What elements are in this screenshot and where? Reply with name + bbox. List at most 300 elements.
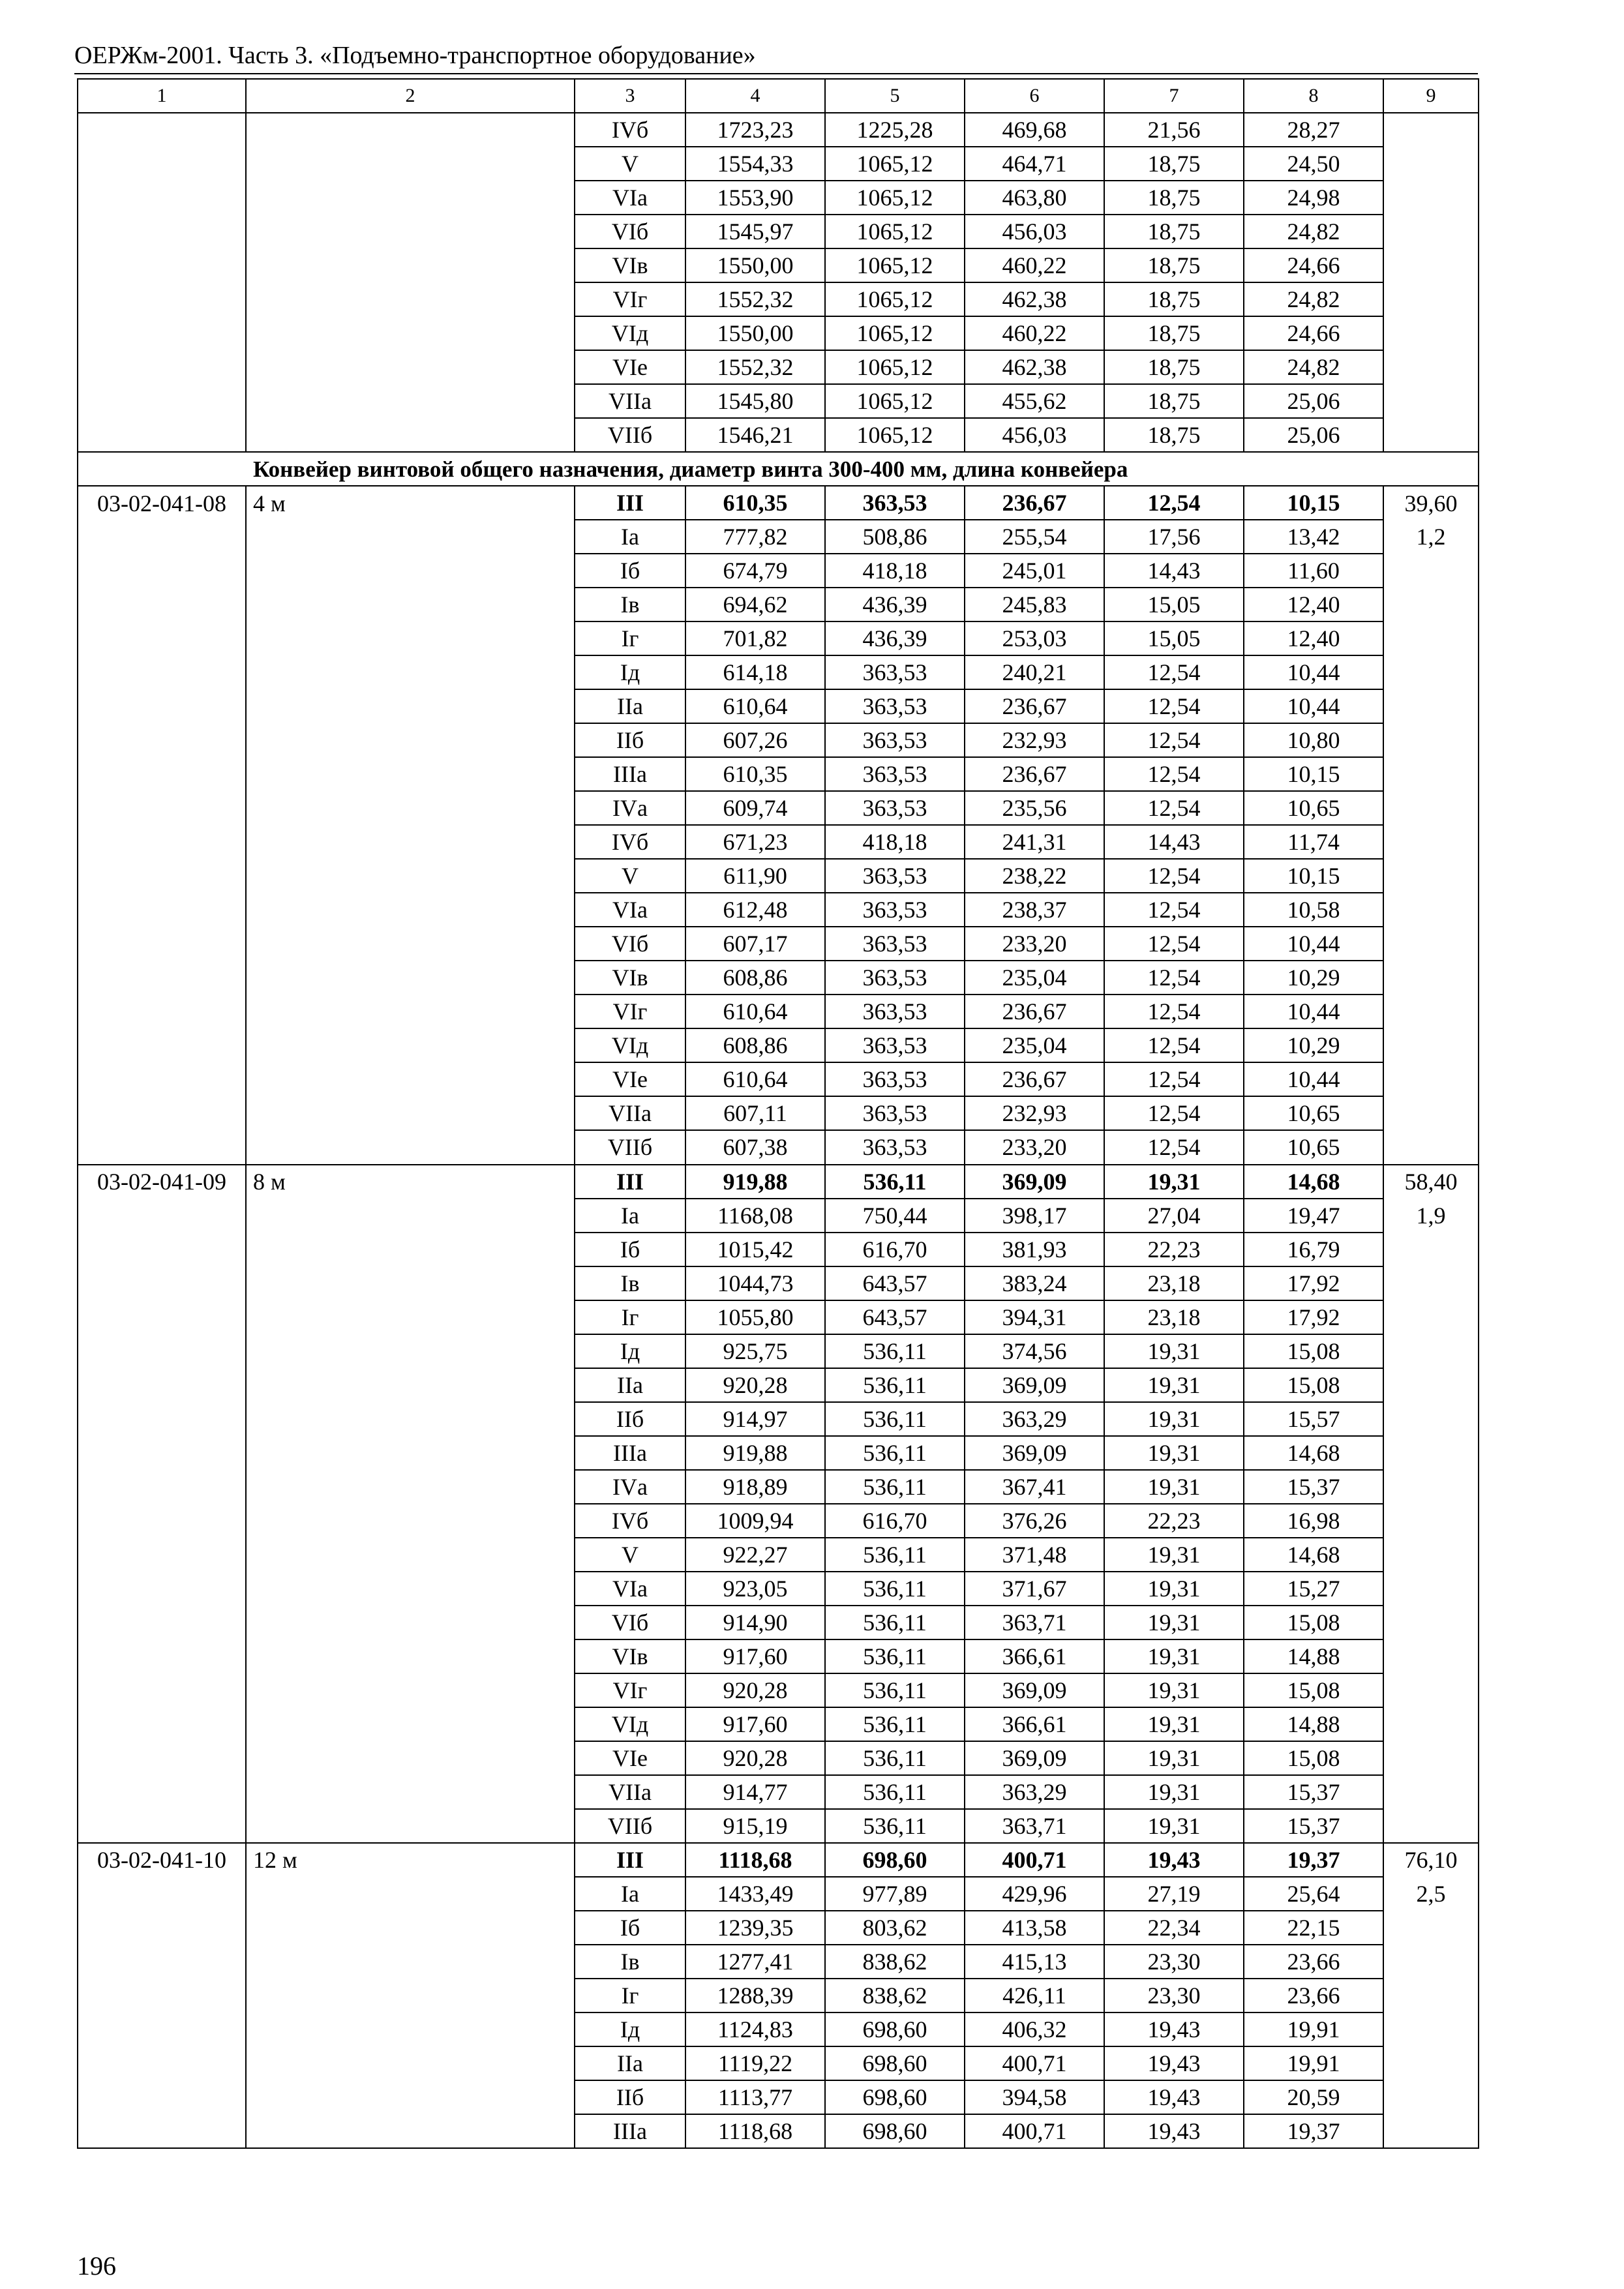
zone-cell: IIа (575, 689, 685, 723)
value-cell-col4: 674,79 (685, 554, 825, 588)
zone-cell: VIд (575, 316, 685, 350)
name-cell (246, 1402, 575, 1436)
name-cell (246, 1979, 575, 2012)
code-cell (78, 1606, 246, 1639)
name-cell (246, 248, 575, 282)
value-cell-col8: 17,92 (1244, 1300, 1383, 1334)
value-cell-col9 (1383, 961, 1479, 995)
value-cell-col6: 363,29 (965, 1402, 1104, 1436)
value-cell-col6: 369,09 (965, 1741, 1104, 1775)
value-cell-col4: 914,90 (685, 1606, 825, 1639)
value-cell-col6: 366,61 (965, 1639, 1104, 1673)
value-cell-col9 (1383, 2080, 1479, 2114)
value-cell-col4: 610,64 (685, 995, 825, 1028)
value-cell-col5: 536,11 (825, 1436, 965, 1470)
value-cell-col9 (1383, 1538, 1479, 1572)
value-cell-col6: 238,37 (965, 893, 1104, 927)
name-cell (246, 1606, 575, 1639)
value-cell-col5: 536,11 (825, 1809, 965, 1843)
value-cell-col5: 1065,12 (825, 350, 965, 384)
zone-cell: Iд (575, 655, 685, 689)
value-cell-col7: 19,43 (1104, 2114, 1244, 2148)
name-cell (246, 1775, 575, 1809)
name-cell (246, 893, 575, 927)
code-cell (78, 2080, 246, 2114)
value-cell-col9 (1383, 215, 1479, 248)
code-cell (78, 655, 246, 689)
name-cell (246, 520, 575, 554)
value-cell-col4: 920,28 (685, 1741, 825, 1775)
column-header-9: 9 (1383, 79, 1479, 113)
name-cell (246, 791, 575, 825)
value-cell-col4: 1124,83 (685, 2012, 825, 2046)
code-cell (78, 147, 246, 181)
table-row (78, 757, 1479, 791)
code-cell (78, 1334, 246, 1368)
value-cell-col7: 19,31 (1104, 1707, 1244, 1741)
value-cell-col5: 838,62 (825, 1945, 965, 1979)
value-cell-col7: 23,18 (1104, 1300, 1244, 1334)
value-cell-col9 (1383, 384, 1479, 418)
value-cell-col9 (1383, 1300, 1479, 1334)
value-cell-col8: 19,37 (1244, 2114, 1383, 2148)
value-cell-col7: 19,43 (1104, 2046, 1244, 2080)
table-row (78, 2046, 1479, 2080)
table-row (78, 859, 1479, 893)
value-cell-col4: 1015,42 (685, 1233, 825, 1266)
value-cell-col7: 22,34 (1104, 1911, 1244, 1945)
code-cell (78, 1775, 246, 1809)
value-cell-col8: 10,58 (1244, 893, 1383, 927)
zone-cell: VIд (575, 1028, 685, 1062)
value-cell-col8: 10,15 (1244, 486, 1383, 520)
zone-cell: Iд (575, 2012, 685, 2046)
value-cell-col5: 363,53 (825, 859, 965, 893)
value-cell-col6: 245,01 (965, 554, 1104, 588)
value-cell-col5: 363,53 (825, 689, 965, 723)
value-cell-col7: 19,31 (1104, 1741, 1244, 1775)
value-cell-col7: 12,54 (1104, 1062, 1244, 1096)
value-cell-col5: 363,53 (825, 486, 965, 520)
value-cell-col5: 363,53 (825, 1130, 965, 1164)
value-cell-col7: 18,75 (1104, 350, 1244, 384)
value-cell-col6: 469,68 (965, 113, 1104, 147)
zone-cell: VIIб (575, 1809, 685, 1843)
value-cell-col9 (1383, 1707, 1479, 1741)
value-cell-col4: 777,82 (685, 520, 825, 554)
value-cell-col7: 19,31 (1104, 1538, 1244, 1572)
zone-cell: IVб (575, 825, 685, 859)
code-cell (78, 961, 246, 995)
value-cell-col6: 400,71 (965, 2046, 1104, 2080)
value-cell-col8: 24,98 (1244, 181, 1383, 215)
value-cell-col4: 612,48 (685, 893, 825, 927)
value-cell-col4: 1055,80 (685, 1300, 825, 1334)
table-row (78, 1300, 1479, 1334)
code-cell (78, 384, 246, 418)
value-cell-col6: 460,22 (965, 316, 1104, 350)
zone-cell: IIIа (575, 757, 685, 791)
zone-cell: III (575, 1843, 685, 1877)
value-cell-col4: 1009,94 (685, 1504, 825, 1538)
value-cell-col8: 14,68 (1244, 1165, 1383, 1199)
code-cell (78, 1911, 246, 1945)
table-row (78, 2114, 1479, 2148)
value-cell-col9 (1383, 791, 1479, 825)
value-cell-col7: 12,54 (1104, 1028, 1244, 1062)
table-row (78, 1673, 1479, 1707)
value-cell-col6: 232,93 (965, 723, 1104, 757)
table-row (78, 1199, 1479, 1233)
value-cell-col8: 10,15 (1244, 757, 1383, 791)
value-cell-col9 (1383, 927, 1479, 961)
table-row (78, 621, 1479, 655)
value-cell-col9 (1383, 1673, 1479, 1707)
table-row (78, 1979, 1479, 2012)
code-cell (78, 1945, 246, 1979)
value-cell-col7: 19,43 (1104, 2012, 1244, 2046)
value-cell-col4: 701,82 (685, 621, 825, 655)
name-cell (246, 1504, 575, 1538)
zone-cell: Iг (575, 621, 685, 655)
value-cell-col4: 917,60 (685, 1639, 825, 1673)
value-cell-col5: 436,39 (825, 621, 965, 655)
code-cell (78, 2114, 246, 2148)
value-cell-col5: 1065,12 (825, 384, 965, 418)
value-cell-col7: 15,05 (1104, 588, 1244, 621)
zone-cell: VIг (575, 1673, 685, 1707)
code-cell (78, 1368, 246, 1402)
value-cell-col8: 24,82 (1244, 282, 1383, 316)
value-cell-col9 (1383, 995, 1479, 1028)
value-cell-col9 (1383, 181, 1479, 215)
table-row (78, 655, 1479, 689)
zone-cell: VIIа (575, 1096, 685, 1130)
name-cell (246, 1300, 575, 1334)
zone-cell: III (575, 486, 685, 520)
value-cell-col4: 922,27 (685, 1538, 825, 1572)
name-cell (246, 1707, 575, 1741)
table-row (78, 825, 1479, 859)
name-cell (246, 689, 575, 723)
table-row (78, 723, 1479, 757)
name-cell (246, 2012, 575, 2046)
value-cell-col8: 15,27 (1244, 1572, 1383, 1606)
value-cell-col4: 610,64 (685, 689, 825, 723)
value-cell-col4: 1113,77 (685, 2080, 825, 2114)
value-cell-col9 (1383, 1572, 1479, 1606)
value-cell-col4: 610,64 (685, 1062, 825, 1096)
value-cell-col8: 24,66 (1244, 248, 1383, 282)
table-row (78, 418, 1479, 452)
zone-cell: VIа (575, 893, 685, 927)
value-cell-col4: 1550,00 (685, 248, 825, 282)
code-cell (78, 791, 246, 825)
value-cell-col7: 19,31 (1104, 1809, 1244, 1843)
table-row (78, 1402, 1479, 1436)
table-row (78, 113, 1479, 147)
zone-cell: Iб (575, 1233, 685, 1266)
value-cell-col8: 25,06 (1244, 418, 1383, 452)
value-cell-col6: 245,83 (965, 588, 1104, 621)
code-cell (78, 621, 246, 655)
code-cell (78, 350, 246, 384)
value-cell-col5: 803,62 (825, 1911, 965, 1945)
name-cell (246, 757, 575, 791)
table-row (78, 2080, 1479, 2114)
value-cell-col4: 609,74 (685, 791, 825, 825)
value-cell-col9 (1383, 1096, 1479, 1130)
value-cell-col8: 10,44 (1244, 995, 1383, 1028)
value-cell-col8: 14,88 (1244, 1707, 1383, 1741)
value-cell-col5: 1065,12 (825, 248, 965, 282)
value-cell-col7: 12,54 (1104, 995, 1244, 1028)
value-cell-col9 (1383, 723, 1479, 757)
value-cell-col5: 363,53 (825, 961, 965, 995)
code-cell (78, 1300, 246, 1334)
zone-cell: VIд (575, 1707, 685, 1741)
value-cell-col7: 18,75 (1104, 418, 1244, 452)
value-cell-col4: 671,23 (685, 825, 825, 859)
code-cell: 03-02-041-09 (78, 1165, 246, 1199)
column-header-3: 3 (575, 79, 685, 113)
value-cell-col9 (1383, 1809, 1479, 1843)
value-cell-col4: 614,18 (685, 655, 825, 689)
code-cell (78, 859, 246, 893)
value-cell-col5: 1065,12 (825, 316, 965, 350)
value-cell-col4: 925,75 (685, 1334, 825, 1368)
table-row (78, 1165, 1479, 1199)
zone-cell: VIа (575, 181, 685, 215)
value-cell-col5: 1065,12 (825, 282, 965, 316)
value-cell-col8: 10,44 (1244, 689, 1383, 723)
zone-cell: IIIа (575, 2114, 685, 2148)
value-cell-col7: 27,04 (1104, 1199, 1244, 1233)
value-cell-col6: 236,67 (965, 689, 1104, 723)
name-cell (246, 350, 575, 384)
value-cell-col4: 920,28 (685, 1368, 825, 1402)
zone-cell: Iа (575, 1877, 685, 1911)
column-header-row (78, 79, 1479, 113)
value-cell-col6: 253,03 (965, 621, 1104, 655)
value-cell-col7: 12,54 (1104, 1130, 1244, 1164)
value-cell-col5: 643,57 (825, 1300, 965, 1334)
value-cell-col7: 12,54 (1104, 757, 1244, 791)
value-cell-col6: 235,04 (965, 961, 1104, 995)
page-number: 196 (77, 2251, 116, 2281)
name-cell (246, 1266, 575, 1300)
value-cell-col5: 698,60 (825, 1843, 965, 1877)
code-cell (78, 554, 246, 588)
value-cell-col5: 536,11 (825, 1673, 965, 1707)
name-cell (246, 927, 575, 961)
name-cell (246, 1741, 575, 1775)
value-cell-col5: 1065,12 (825, 215, 965, 248)
value-cell-col5: 363,53 (825, 655, 965, 689)
value-cell-col4: 607,26 (685, 723, 825, 757)
name-cell (246, 1096, 575, 1130)
value-cell-col6: 381,93 (965, 1233, 1104, 1266)
table-row (78, 1809, 1479, 1843)
code-cell (78, 1877, 246, 1911)
value-cell-col4: 1433,49 (685, 1877, 825, 1911)
value-cell-col7: 12,54 (1104, 723, 1244, 757)
value-cell-col5: 536,11 (825, 1639, 965, 1673)
zone-cell: IIIа (575, 1436, 685, 1470)
value-cell-col5: 363,53 (825, 723, 965, 757)
value-cell-col9 (1383, 1368, 1479, 1402)
value-cell-col7: 18,75 (1104, 282, 1244, 316)
table-row (78, 1639, 1479, 1673)
zone-cell: Iа (575, 520, 685, 554)
code-cell (78, 520, 246, 554)
code-cell (78, 1096, 246, 1130)
value-cell-col8: 23,66 (1244, 1945, 1383, 1979)
value-cell-col7: 23,18 (1104, 1266, 1244, 1300)
table-row (78, 248, 1479, 282)
name-cell (246, 2114, 575, 2148)
value-cell-col5: 363,53 (825, 927, 965, 961)
table-row (78, 1741, 1479, 1775)
zone-cell: VIIа (575, 1775, 685, 1809)
value-cell-col5: 1225,28 (825, 113, 965, 147)
table-row (78, 961, 1479, 995)
value-cell-col4: 914,77 (685, 1775, 825, 1809)
value-cell-col4: 914,97 (685, 1402, 825, 1436)
code-cell (78, 1572, 246, 1606)
value-cell-col6: 383,24 (965, 1266, 1104, 1300)
value-cell-col5: 363,53 (825, 995, 965, 1028)
table-row (78, 995, 1479, 1028)
table-row (78, 486, 1479, 520)
value-cell-col7: 12,54 (1104, 1096, 1244, 1130)
table-row (78, 1096, 1479, 1130)
code-cell (78, 2046, 246, 2080)
value-cell-col7: 19,31 (1104, 1402, 1244, 1436)
value-cell-col9 (1383, 621, 1479, 655)
table-row (78, 1945, 1479, 1979)
code-cell (78, 1538, 246, 1572)
value-cell-col4: 1550,00 (685, 316, 825, 350)
value-cell-col9 (1383, 350, 1479, 384)
name-cell (246, 1945, 575, 1979)
value-cell-col4: 1168,08 (685, 1199, 825, 1233)
value-cell-col8: 24,66 (1244, 316, 1383, 350)
value-cell-col8: 24,82 (1244, 215, 1383, 248)
table-row (78, 384, 1479, 418)
value-cell-col9 (1383, 1606, 1479, 1639)
value-cell-col5: 536,11 (825, 1402, 965, 1436)
zone-cell: VIе (575, 350, 685, 384)
value-cell-col9 (1383, 1741, 1479, 1775)
column-header-6: 6 (965, 79, 1104, 113)
value-cell-col9: 1,9 (1383, 1199, 1479, 1233)
value-cell-col9 (1383, 2046, 1479, 2080)
value-cell-col5: 363,53 (825, 1028, 965, 1062)
value-cell-col8: 24,82 (1244, 350, 1383, 384)
code-cell (78, 2012, 246, 2046)
value-cell-col9: 1,2 (1383, 520, 1479, 554)
value-cell-col5: 977,89 (825, 1877, 965, 1911)
value-cell-col7: 12,54 (1104, 486, 1244, 520)
value-cell-col4: 1118,68 (685, 1843, 825, 1877)
value-cell-col5: 536,11 (825, 1741, 965, 1775)
table-row (78, 1028, 1479, 1062)
value-cell-col8: 10,65 (1244, 1096, 1383, 1130)
value-cell-col9 (1383, 859, 1479, 893)
table-row (78, 282, 1479, 316)
value-cell-col6: 240,21 (965, 655, 1104, 689)
value-cell-col8: 10,29 (1244, 1028, 1383, 1062)
zone-cell: VIIа (575, 384, 685, 418)
value-cell-col9 (1383, 282, 1479, 316)
value-cell-col5: 536,11 (825, 1368, 965, 1402)
code-cell (78, 1639, 246, 1673)
table-row (78, 1843, 1479, 1877)
value-cell-col7: 19,31 (1104, 1470, 1244, 1504)
name-cell (246, 113, 575, 147)
value-cell-col6: 238,22 (965, 859, 1104, 893)
name-cell (246, 621, 575, 655)
code-cell (78, 588, 246, 621)
value-cell-col8: 28,27 (1244, 113, 1383, 147)
value-cell-col8: 19,91 (1244, 2012, 1383, 2046)
value-cell-col7: 12,54 (1104, 927, 1244, 961)
zone-cell: IVб (575, 113, 685, 147)
value-cell-col9: 2,5 (1383, 1877, 1479, 1911)
name-cell (246, 147, 575, 181)
value-cell-col8: 11,74 (1244, 825, 1383, 859)
code-cell (78, 1233, 246, 1266)
value-cell-col6: 255,54 (965, 520, 1104, 554)
value-cell-col9 (1383, 1945, 1479, 1979)
value-cell-col9 (1383, 1402, 1479, 1436)
zone-cell: VIе (575, 1741, 685, 1775)
value-cell-col5: 698,60 (825, 2114, 965, 2148)
value-cell-col4: 610,35 (685, 486, 825, 520)
value-cell-col5: 536,11 (825, 1707, 965, 1741)
zone-cell: VIг (575, 995, 685, 1028)
value-cell-col4: 611,90 (685, 859, 825, 893)
value-cell-col9: 39,60 (1383, 486, 1479, 520)
value-cell-col6: 232,93 (965, 1096, 1104, 1130)
code-cell (78, 418, 246, 452)
column-header-4: 4 (685, 79, 825, 113)
value-cell-col7: 19,43 (1104, 1843, 1244, 1877)
zone-cell: IVа (575, 791, 685, 825)
value-cell-col8: 10,29 (1244, 961, 1383, 995)
value-cell-col6: 367,41 (965, 1470, 1104, 1504)
name-cell (246, 1877, 575, 1911)
value-cell-col7: 19,31 (1104, 1334, 1244, 1368)
column-header-8: 8 (1244, 79, 1383, 113)
price-table (77, 78, 1479, 2149)
value-cell-col8: 10,44 (1244, 927, 1383, 961)
zone-cell: IIа (575, 2046, 685, 2080)
name-cell (246, 1199, 575, 1233)
value-cell-col6: 374,56 (965, 1334, 1104, 1368)
table-row (78, 316, 1479, 350)
code-cell (78, 1741, 246, 1775)
value-cell-col7: 12,54 (1104, 655, 1244, 689)
value-cell-col7: 18,75 (1104, 215, 1244, 248)
value-cell-col7: 15,05 (1104, 621, 1244, 655)
value-cell-col5: 436,39 (825, 588, 965, 621)
code-cell (78, 1504, 246, 1538)
zone-cell: Iв (575, 1266, 685, 1300)
value-cell-col8: 19,91 (1244, 2046, 1383, 2080)
value-cell-col4: 1545,80 (685, 384, 825, 418)
